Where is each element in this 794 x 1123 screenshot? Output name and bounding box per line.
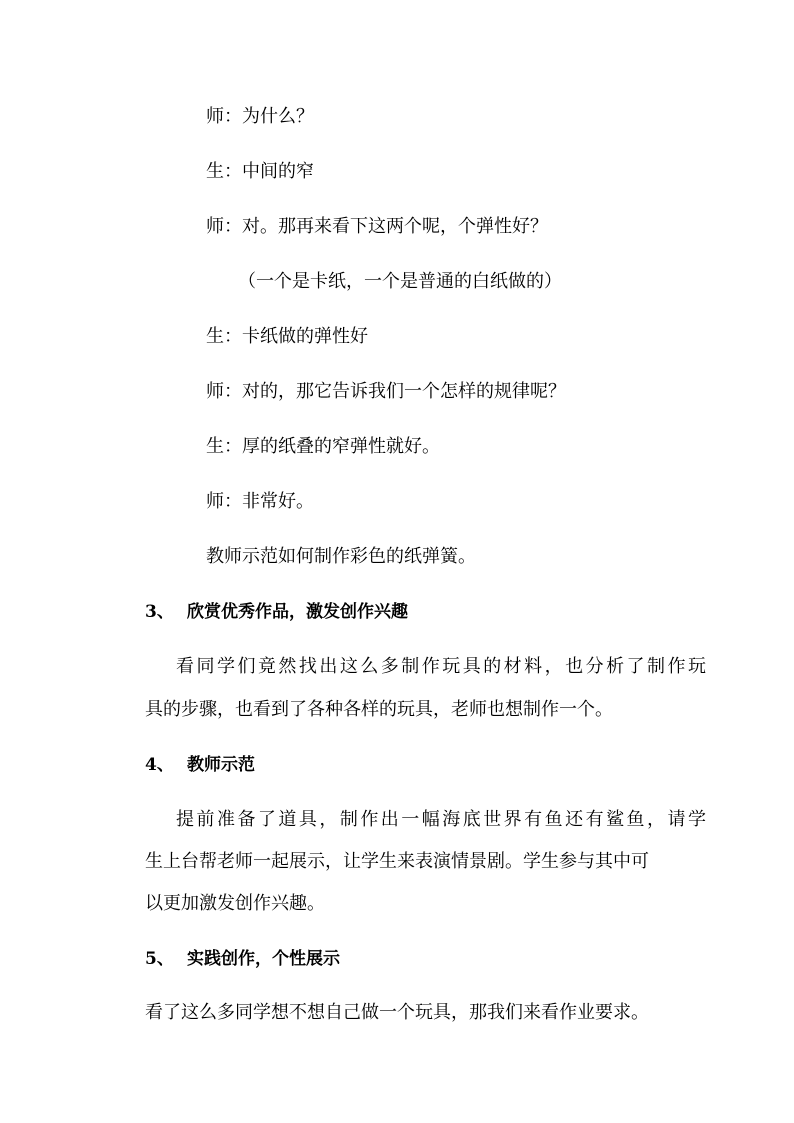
dialogue-line: 师：对的，那它告诉我们一个怎样的规律呢？: [206, 381, 566, 402]
section-number: 5、: [145, 949, 174, 969]
paragraph-line: 以更加激发创作兴趣。: [145, 893, 325, 914]
section-number: 4、: [145, 755, 174, 775]
dialogue-line: 师：为什么？: [206, 106, 314, 127]
section-heading: [145, 947, 340, 971]
section-heading: [145, 600, 408, 624]
paragraph-line: 看同学们竟然找出这么多制作玩具的材料，也分析了制作玩: [176, 656, 706, 677]
paragraph-line: 生上台帮老师一起展示，让学生来表演情景剧。学生参与其中可: [145, 851, 649, 872]
section-title: 教师示范: [187, 755, 255, 775]
section-title: 实践创作，个性展示: [187, 949, 340, 969]
section-title: 欣赏优秀作品，激发创作兴趣: [187, 602, 408, 622]
paragraph-line: 看了这么多同学想不想自己做一个玩具，那我们来看作业要求。: [145, 1002, 649, 1023]
dialogue-line: 生：中间的窄: [206, 161, 314, 182]
section-number: 3、: [145, 602, 174, 622]
demo-note: 教师示范如何制作彩色的纸弹簧。: [206, 546, 476, 567]
paragraph-line: 具的步骤，也看到了各种各样的玩具，老师也想制作一个。: [145, 699, 613, 720]
dialogue-line: 生：卡纸做的弹性好: [206, 326, 368, 347]
dialogue-line: 师：对。那再来看下这两个呢，个弹性好？: [206, 216, 548, 237]
paragraph-line: 提前准备了道具，制作出一幅海底世界有鱼还有鲨鱼，请学: [176, 809, 706, 830]
dialogue-line: 生：厚的纸叠的窄弹性就好。: [206, 436, 440, 457]
section-heading: [145, 753, 255, 777]
stage-note: （一个是卡纸，一个是普通的白纸做的）: [238, 271, 562, 292]
dialogue-line: 师：非常好。: [206, 491, 314, 512]
